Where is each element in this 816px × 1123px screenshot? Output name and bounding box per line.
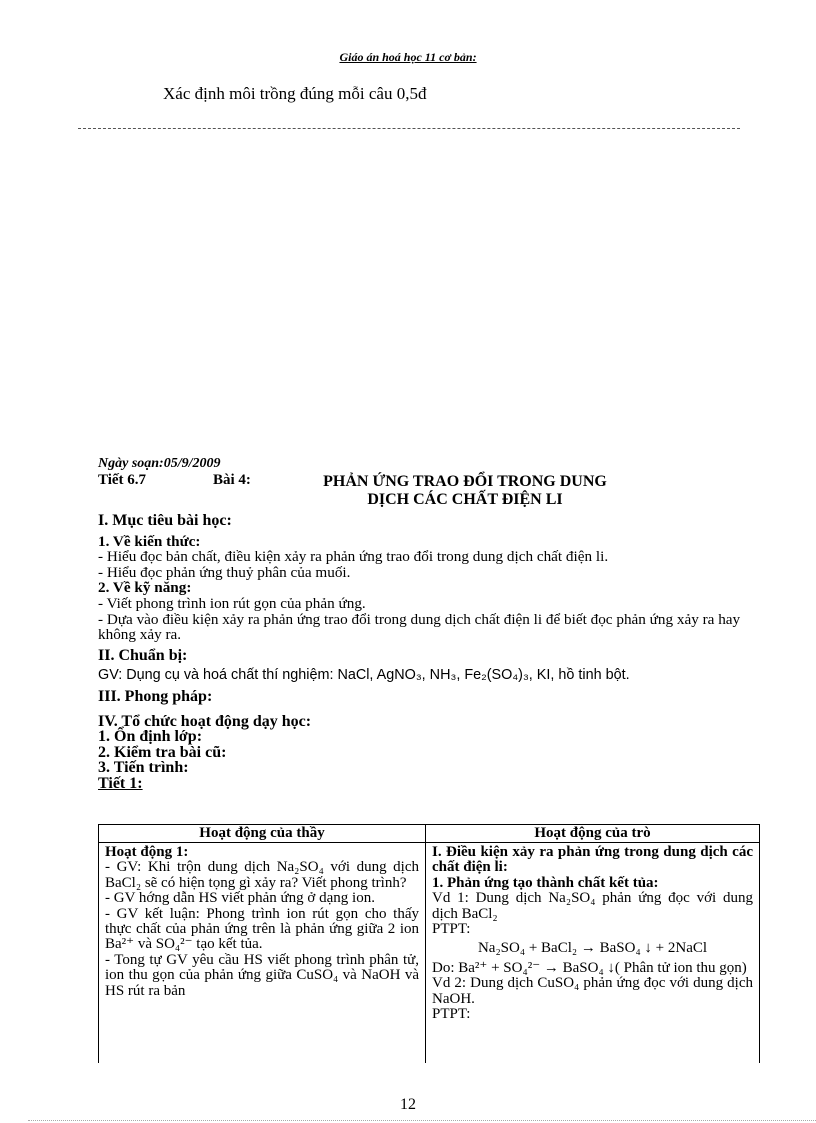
- page-number: 12: [400, 1096, 416, 1113]
- student-cell: [426, 843, 759, 1024]
- teacher-step-2: - GV hớng dẫn HS viết phản ứng ở dạng ion.: [105, 890, 375, 907]
- knowledge-item-2: - Hiểu đọc phản ứng thuỷ phân của muối.: [98, 563, 351, 581]
- period-label: Tiết 6.7: [98, 472, 147, 488]
- ptpt-label-2: PTPT:: [432, 1006, 471, 1023]
- lesson-title: [240, 473, 690, 509]
- section-activities: IV. Tổ chức hoạt động dạy học:: [98, 712, 312, 730]
- teacher-step-3: - GV kết luận: Phong trình ion rút gọn cho thấy thực chất của phản ứng trên là phản ứng giữa 2 ion Ba²⁺ và SO₄²⁻ tạo kết tủa.: [105, 905, 419, 953]
- section-preparation: II. Chuẩn bị:: [98, 646, 188, 664]
- dashed-divider: [78, 128, 740, 129]
- example-2: Vd 2: Dung dịch CuSO₄ phản ứng đọc với dung dịch NaOH.: [432, 975, 753, 1007]
- teacher-step-1: - GV: Khi trộn dung dịch Na₂SO₄ với dung dịch BaCl₂ sẽ có hiện tọng gì xảy ra? Viết phong trình?: [105, 859, 419, 891]
- lesson-body: [98, 513, 760, 792]
- lesson-title-line2: DỊCH CÁC CHẤT ĐIỆN LI: [367, 491, 563, 508]
- prep-date: Ngày soạn:05/9/2009: [98, 456, 221, 471]
- skills-item-2: - Dựa vào điều kiện xảy ra phản ứng trao đổi trong dung dịch chất điện li để biết đọc phản ứng xảy ra hay không xảy ra.: [98, 610, 741, 644]
- running-header: Giáo án hoá học 11 cơ bản:: [339, 50, 477, 64]
- activity-heading: Hoạt động 1:: [105, 844, 189, 860]
- ptpt-label-1: PTPT:: [432, 921, 471, 938]
- teacher-cell: [99, 843, 425, 1001]
- section-objectives: I. Mục tiêu bài học:: [98, 512, 232, 529]
- precipitate-heading: 1. Phản ứng tạo thành chất kết tủa:: [432, 874, 659, 891]
- lesson-title-line1: PHẢN ỨNG TRAO ĐỔI TRONG DUNG: [323, 473, 607, 490]
- equation-1: Na₂SO₄ + BaCl₂ → BaSO₄ ↓ + 2NaCl: [477, 940, 708, 957]
- lesson-number: Bài 4:: [213, 472, 251, 488]
- example-1: Vd 1: Dung dịch Na₂SO₄ phản ứng đọc với dung dịch BaCl₂: [432, 890, 753, 922]
- knowledge-item-1: - Hiểu đọc bản chất, điều kiện xảy ra phản ứng trao đổi trong dung dịch chất điện li.: [98, 548, 609, 566]
- subsection-knowledge: 1. Về kiến thức:: [98, 532, 201, 550]
- student-column: [426, 825, 759, 1063]
- preparation-text: GV: Dụng cụ và hoá chất thí nghiệm: NaCl, AgNO₃, NH₃, Fe₂(SO₄)₃, KI, hồ tinh bột.: [98, 667, 630, 684]
- activity-table: [98, 824, 760, 1063]
- teacher-column-header: Hoạt động của thầy: [99, 825, 425, 843]
- activity-step-3: 3. Tiến trình:: [98, 759, 189, 777]
- ionic-equation: Do: Ba²⁺ + SO₄²⁻ → BaSO₄ ↓( Phân tử ion thu gọn): [432, 959, 747, 976]
- conditions-heading: I. Điều kiện xảy ra phản ứng trong dung dịch các chất điện li:: [432, 844, 753, 876]
- subsection-skills: 2. Về kỹ năng:: [98, 579, 192, 597]
- skills-item-1: - Viết phong trình ion rút gọn của phản ứng.: [98, 594, 366, 612]
- grading-note: Xác định môi trồng đúng mỗi câu 0,5đ: [163, 84, 427, 103]
- activity-step-1: 1. Ổn định lớp:: [98, 728, 203, 746]
- section-method: III. Phong pháp:: [98, 687, 213, 705]
- teacher-step-4: - Tong tự GV yêu cầu HS viết phong trình phân tử, ion thu gọn của phản ứng giữa CuSO₄ và NaOH và HS rút ra bản: [105, 951, 419, 999]
- footer-dotted-line: [28, 1120, 816, 1121]
- teacher-column: [99, 825, 426, 1063]
- activity-step-2: 2. Kiểm tra bài cũ:: [98, 743, 227, 761]
- period-one-label: Tiết 1:: [98, 774, 143, 792]
- student-column-header: Hoạt động của trò: [426, 825, 759, 843]
